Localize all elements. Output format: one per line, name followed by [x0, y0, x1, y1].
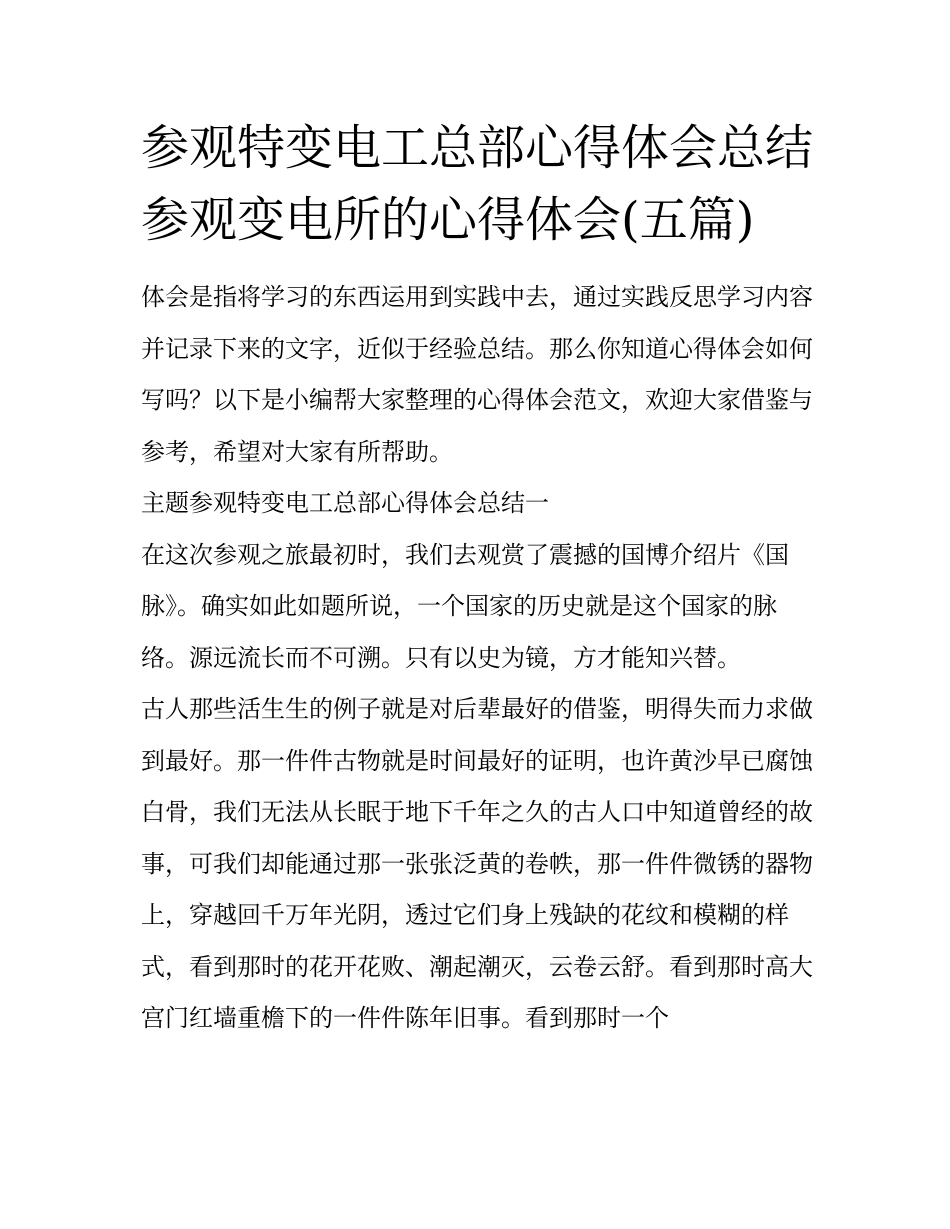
section-heading: 主题参观特变电工总部心得体会总结一: [141, 489, 549, 517]
body-paragraph: 古人那些活生生的例子就是对后辈最好的借鉴，明得失而力求做到最好。那一件件古物就是时间最好的证明，也许黄沙早已腐蚀白骨，我们无法从长眠于地下千年之久的古人口中知道曾经的故事，可我们却能通过那一张张泛黄的卷帙，那一件件微锈的器物上，穿越回千万年光阴，透过它们身上残缺的花纹和模糊的样式，看到那时的花开花败、潮起潮灭，云卷云舒。看到那时高大宫门红墙重檐下的一件件陈年旧事。看到那时一个: [141, 695, 813, 1032]
body-paragraph: 在这次参观之旅最初时，我们去观赏了震撼的国博介绍片《国脉》。确实如此如题所说，一个国家的历史就是这个国家的脉络。源远流长而不可溯。只有以史为镜，方才能知兴替。: [141, 540, 789, 672]
document-title: 参观特变电工总部心得体会总结 参观变电所的心得体会(五篇): [141, 120, 814, 248]
intro-paragraph: 体会是指将学习的东西运用到实践中去，通过实践反思学习内容并记录下来的文字，近似于经验总结。那么你知道心得体会如何写吗？以下是小编帮大家整理的心得体会范文，欢迎大家借鉴与参考，希望对大家有所帮助。: [141, 283, 813, 466]
document-body: [141, 272, 813, 1045]
document-page: [141, 112, 813, 1045]
